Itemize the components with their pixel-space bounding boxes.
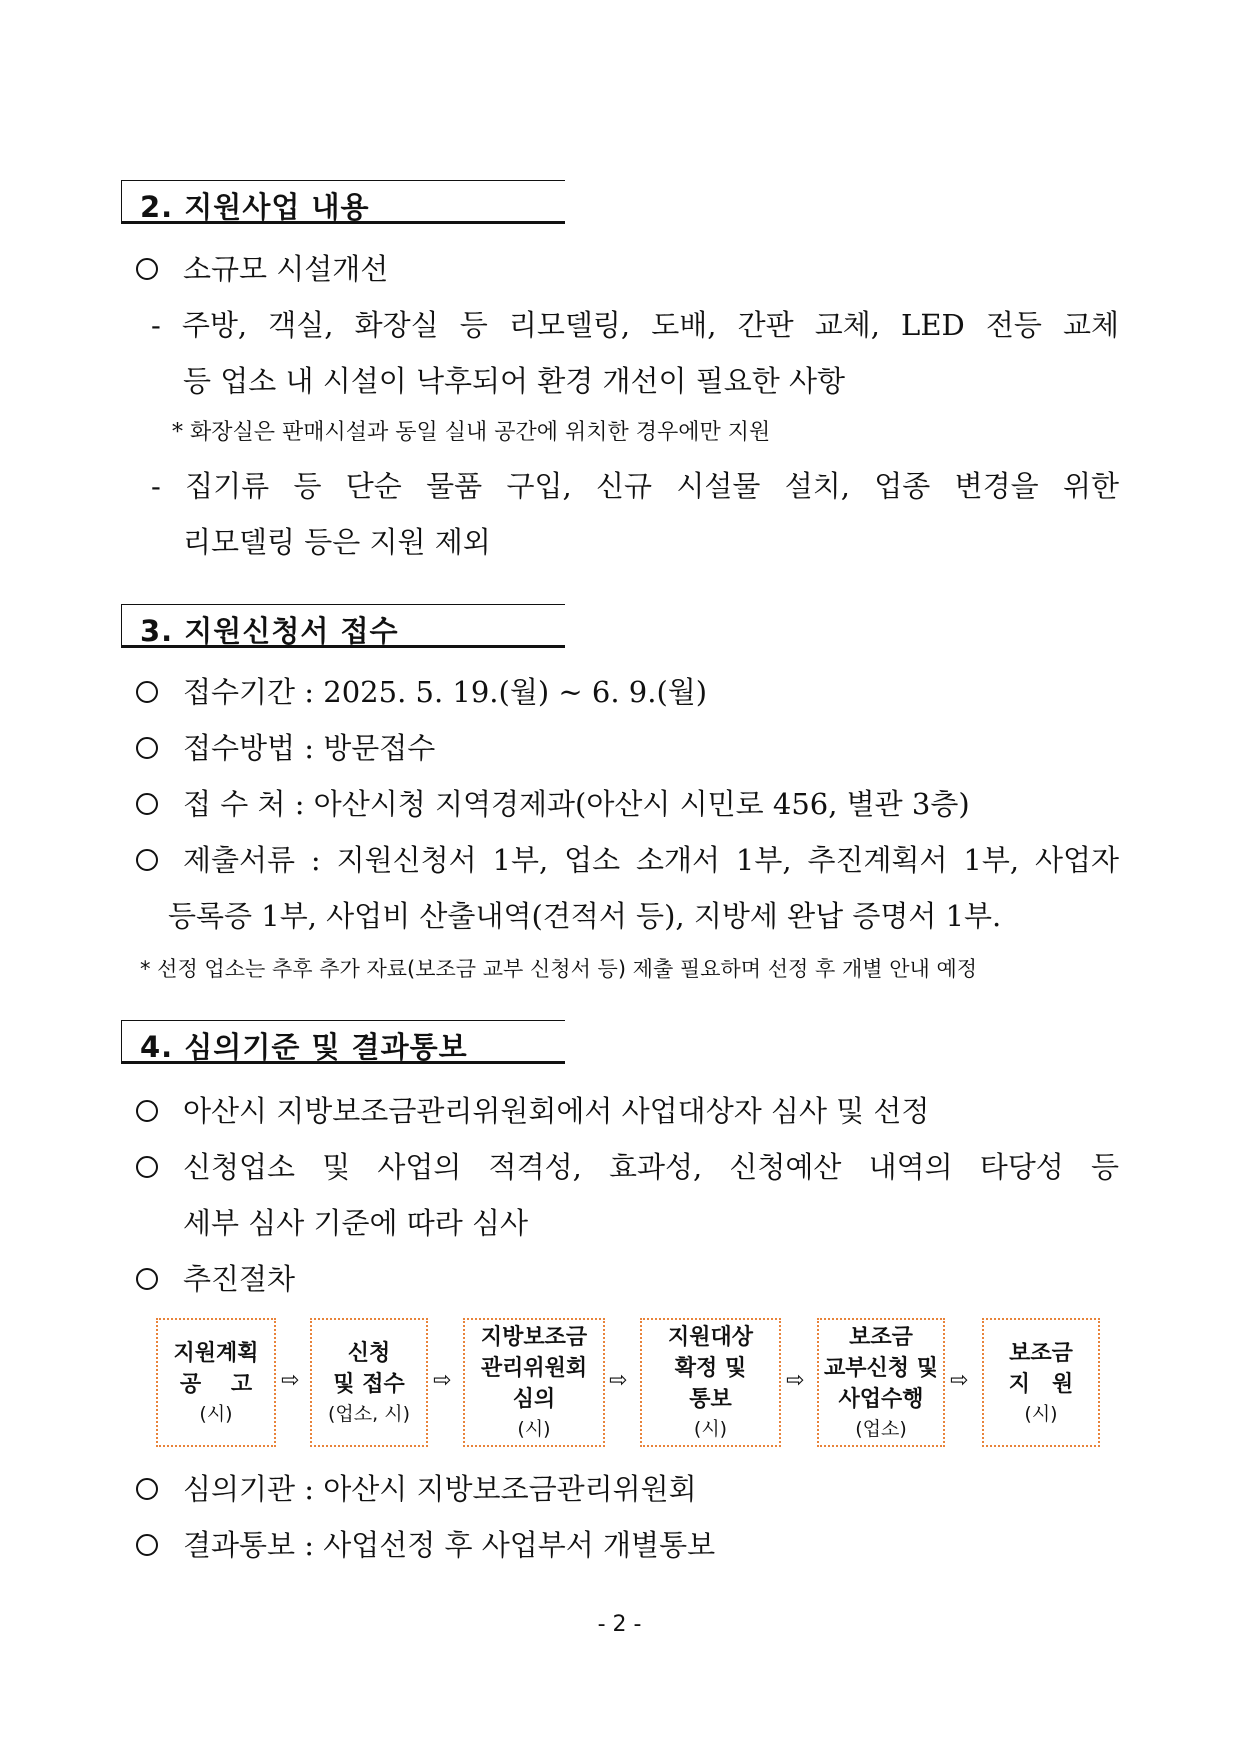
flow-step-3: 지방보조금 관리위원회 심의 (시) <box>463 1318 605 1447</box>
section3-note: * 선정 업소는 추후 추가 자료(보조금 교부 신청서 등) 제출 필요하며 선정 후 개별 안내 예정 <box>140 957 978 981</box>
flow-step-6: 보조금 지 원 (시) <box>982 1318 1100 1447</box>
bullet-circle-icon <box>136 1534 158 1556</box>
section4-item2-line2: 세부 심사 기준에 따라 심사 <box>183 1206 529 1240</box>
bullet-circle-icon <box>136 1156 158 1178</box>
flow-step-5: 보조금 교부신청 및 사업수행 (업소) <box>817 1318 945 1447</box>
section2-note1: * 화장실은 판매시설과 동일 실내 공간에 위치한 경우에만 지원 <box>172 420 771 445</box>
bullet-circle-icon <box>136 681 158 703</box>
arrow-right-icon: ⇨ <box>950 1368 969 1393</box>
section4-item2-line1: 신청업소 및 사업의 적격성, 효과성, 신청예산 내역의 타당성 등 <box>183 1150 1119 1184</box>
section2-dash2-line1: - 집기류 등 단순 물품 구입, 신규 시설물 설치, 업종 변경을 위한 <box>151 469 1119 503</box>
bullet-circle-icon <box>136 1268 158 1290</box>
section4-heading: 4. 심의기준 및 결과통보 <box>121 1020 565 1064</box>
section2-dash1-line1: - 주방, 객실, 화장실 등 리모델링, 도배, 간판 교체, LED 전등 교체 <box>151 308 1119 342</box>
page-number: - 2 - <box>597 1612 642 1637</box>
arrow-right-icon: ⇨ <box>786 1368 805 1393</box>
section3-heading: 3. 지원신청서 접수 <box>121 604 565 648</box>
section4-item1: 아산시 지방보조금관리위원회에서 사업대상자 심사 및 선정 <box>183 1094 930 1128</box>
section2-dash1-line2: 등 업소 내 시설이 낙후되어 환경 개선이 필요한 사항 <box>183 364 846 398</box>
arrow-right-icon: ⇨ <box>609 1368 628 1393</box>
flow-step-4: 지원대상 확정 및 통보 (시) <box>640 1318 781 1447</box>
bullet-circle-icon <box>136 737 158 759</box>
section2-heading: 2. 지원사업 내용 <box>121 180 565 224</box>
bullet-circle-icon <box>136 1478 158 1500</box>
section3-method: 접수방법 : 방문접수 <box>183 731 436 765</box>
section4-result: 결과통보 : 사업선정 후 사업부서 개별통보 <box>183 1528 716 1562</box>
flow-step-2: 신청 및 접수 (업소, 시) <box>310 1318 428 1447</box>
bullet-circle-icon <box>136 258 158 280</box>
flow-step-1: 지원계획 공 고 (시) <box>156 1318 276 1447</box>
bullet-circle-icon <box>136 1100 158 1122</box>
arrow-right-icon: ⇨ <box>281 1368 300 1393</box>
section3-place: 접 수 처 : 아산시청 지역경제과(아산시 시민로 456, 별관 3층) <box>183 787 970 821</box>
section3-period: 접수기간 : 2025. 5. 19.(월) ~ 6. 9.(월) <box>183 675 708 709</box>
section3-docs-line1: 제출서류 : 지원신청서 1부, 업소 소개서 1부, 추진계획서 1부, 사업자 <box>183 843 1119 877</box>
bullet-circle-icon <box>136 849 158 871</box>
section2-item1: 소규모 시설개선 <box>183 252 389 286</box>
section4-org: 심의기관 : 아산시 지방보조금관리위원회 <box>183 1472 697 1506</box>
section2-dash2-line2: 리모델링 등은 지원 제외 <box>183 525 491 559</box>
section4-item3: 추진절차 <box>183 1262 296 1296</box>
arrow-right-icon: ⇨ <box>433 1368 452 1393</box>
bullet-circle-icon <box>136 793 158 815</box>
section3-docs-line2: 등록증 1부, 사업비 산출내역(견적서 등), 지방세 완납 증명서 1부. <box>168 899 1002 933</box>
